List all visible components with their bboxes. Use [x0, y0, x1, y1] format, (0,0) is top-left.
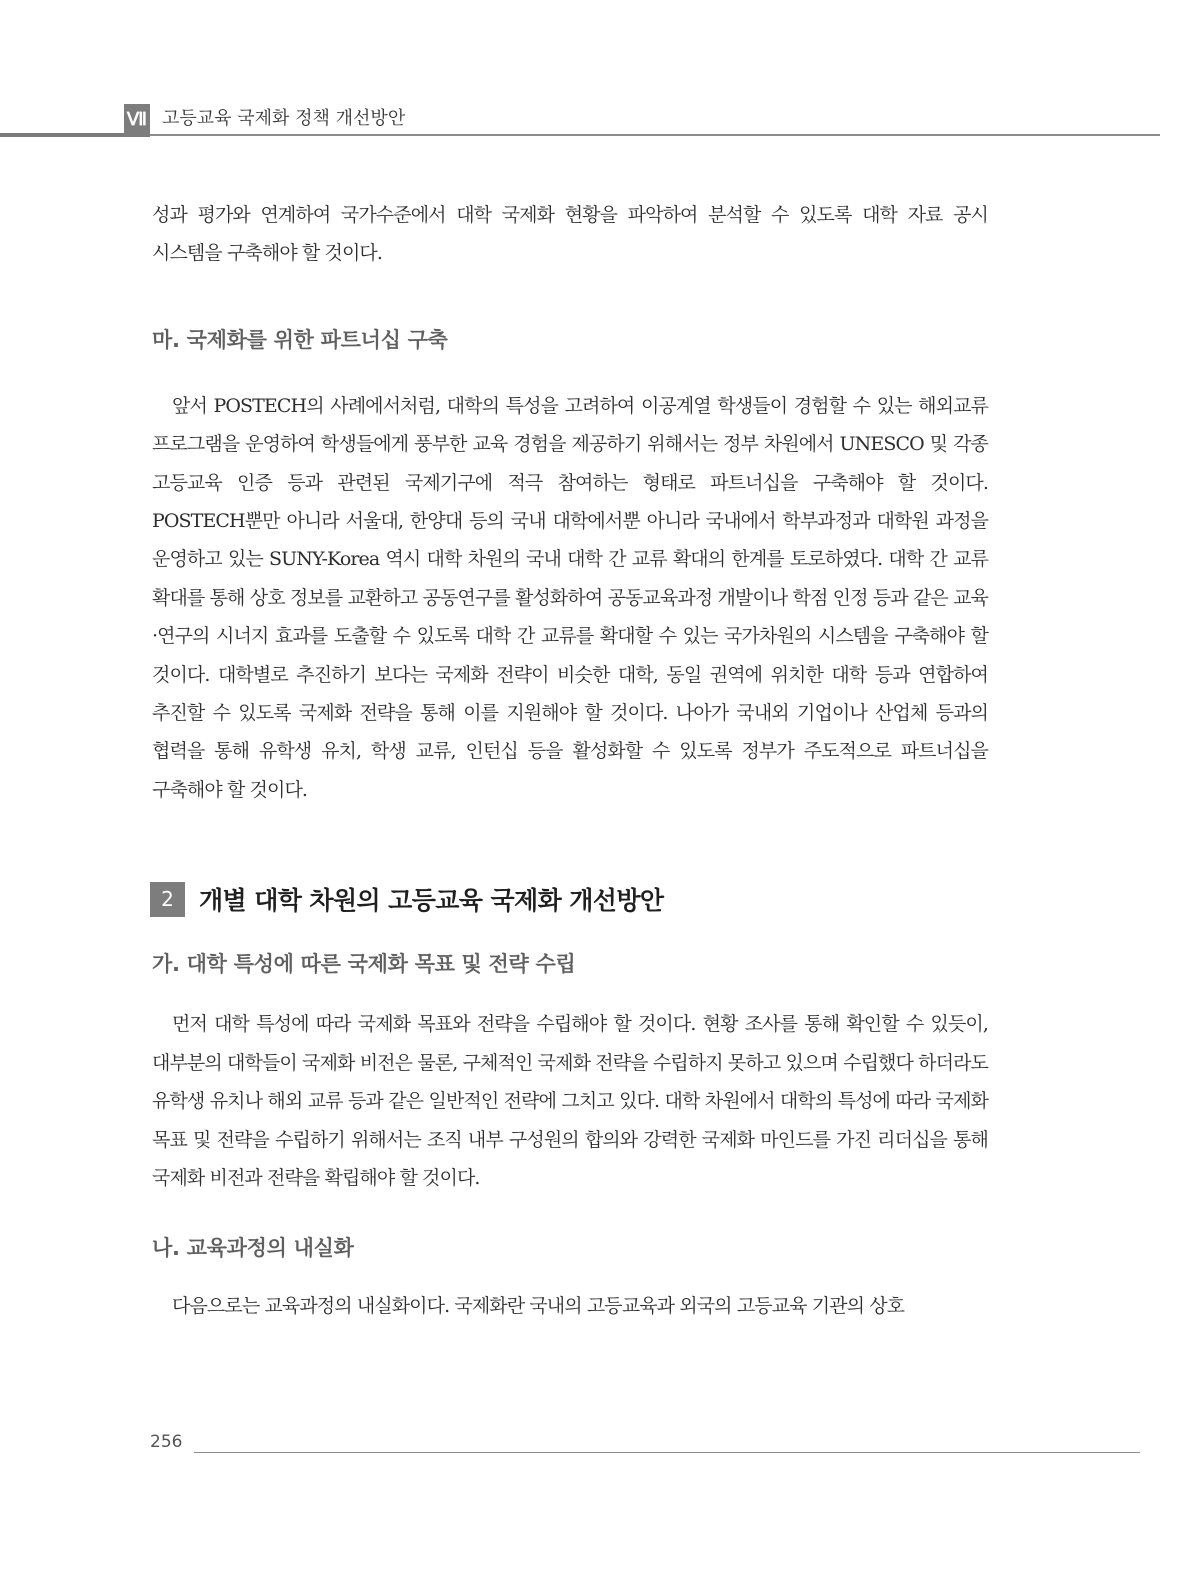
header-rule [0, 134, 1160, 136]
running-header [0, 104, 1160, 136]
section-heading [152, 879, 988, 919]
subsection-heading-ga: 가. 대학 특성에 따른 국제화 목표 및 전략 수립 [152, 952, 576, 977]
subsection-heading-ma: 마. 국제화를 위한 파트너십 구축 [152, 327, 448, 352]
chapter-badge: Ⅶ [124, 104, 150, 136]
partnership-paragraph: 앞서 POSTECH의 사례에서처럼, 대학의 특성을 고려하여 이공계열 학생들이 경험할 수 있는 해외교류 프로그램을 운영하여 학생들에게 풍부한 교육 경험을 제공하기 위해서는 정부 차원에서 UNESCO 및 각종 고등교육 인증 등과 관련된 국제기구에 적극 참여하는 형태로 파트너십을 구축해야 할 것이다. POSTECH뿐만 아니라 서울대, 한양대 등의 국내 대학에서뿐 아니라 국내에서 학부과정과 대학원 과정을 운영하고 있는 SUNY-Korea 역시 대학 차원의 국내 대학 간 교류 확대의 한계를 토로하였다. 대학 간 교류 확대를 통해 상호 정보를 교환하고 공동연구를 활성화하여 공동교육과정 개발이나 학점 인정 등과 같은 교육·연구의 시너지 효과를 도출할 수 있도록 대학 간 교류를 확대할 수 있는 국가차원의 시스템을 구축해야 할 것이다. 대학별로 추진하기 보다는 국제화 전략이 비슷한 대학, 동일 권역에 위치한 대학 등과 연합하여 추진할 수 있도록 국제화 전략을 통해 이를 지원해야 할 것이다. 나아가 국내외 기업이나 산업체 등과의 협력을 통해 유학생 유치, 학생 교류, 인턴십 등을 활성화할 수 있도록 정부가 주도적으로 파트너십을 구축해야 할 것이다. [152, 394, 988, 801]
strategy-paragraph: 먼저 대학 특성에 따라 국제화 목표와 전략을 수립해야 할 것이다. 현황 조사를 통해 확인할 수 있듯이, 대부분의 대학들이 국제화 비전은 물론, 구체적인 국제화 전략을 수립하지 못하고 있으며 수립했다 하더라도 유학생 유치나 해외 교류 등과 같은 일반적인 전략에 그치고 있다. 대학 차원에서 대학의 특성에 따라 국제화 목표 및 전략을 수립하기 위해서는 조직 내부 구성원의 합의와 강력한 국제화 마인드를 가진 리더십을 통해 국제화 비전과 전략을 확립해야 할 것이다. [152, 1013, 988, 1189]
page-content [152, 196, 988, 1326]
subsection-heading-na: 나. 교육과정의 내실화 [152, 1236, 354, 1261]
section-number-badge: 2 [150, 882, 185, 917]
page-number: 256 [150, 1432, 183, 1452]
curriculum-paragraph: 다음으로는 교육과정의 내실화이다. 국제화란 국내의 고등교육과 외국의 고등교육 기관의 상호 [172, 1295, 905, 1318]
footer-rule [194, 1452, 1140, 1453]
intro-paragraph: 성과 평가와 연계하여 국가수준에서 대학 국제화 현황을 파악하여 분석할 수 있도록 대학 자료 공시 시스템을 구축해야 할 것이다. [152, 204, 988, 265]
chapter-title: 고등교육 국제화 정책 개선방안 [162, 108, 406, 129]
page-footer [150, 1428, 1140, 1458]
section-title: 개별 대학 차원의 고등교육 국제화 개선방안 [199, 886, 664, 916]
